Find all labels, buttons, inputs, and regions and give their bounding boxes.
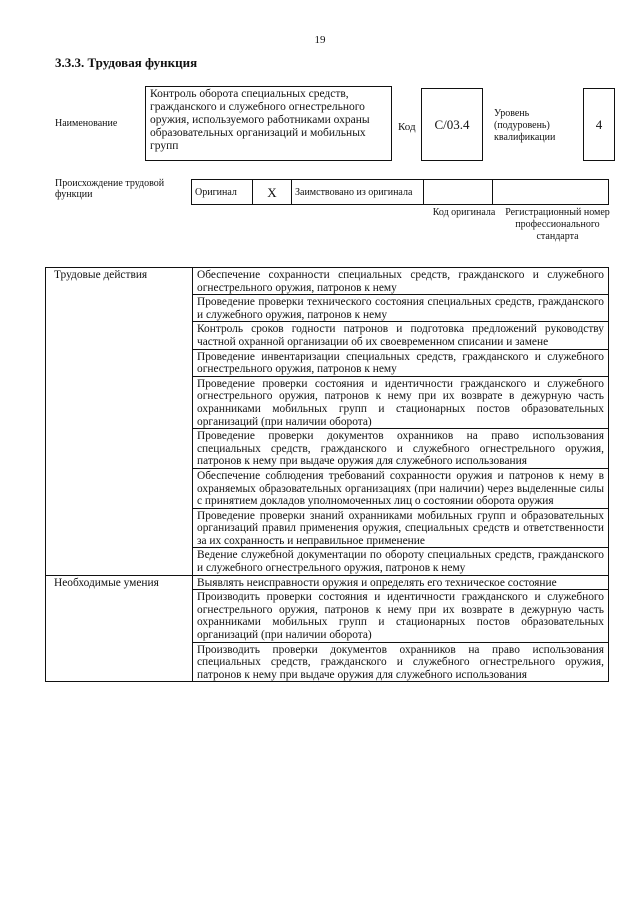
original-code-caption: Код оригинала [432,207,496,218]
function-name: Контроль оборота специальных средств, гражданского и служебного огнестрельного оружия, используемого работниками охраны образовательных организаций и мобильных групп [145,86,392,161]
reg-number-cell [493,180,609,205]
original-label: Оригинал [192,180,253,205]
item-cell: Проведение проверки документов охранников на право использования специальных средств, гражданского и служебного огнестрельного оружия, патронов к нему при выдаче оружия для служебного использования [193,429,609,469]
reg-number-caption: Регистрационный номер профессионального стандарта [505,207,610,242]
page-number: 19 [314,34,326,46]
origin-label: Происхождение трудовой функции [55,178,165,200]
item-cell: Контроль сроков годности патронов и подготовка предложений руководству частной охранной организации об их своевременном списании и замене [193,322,609,349]
code-value: C/03.4 [421,88,483,161]
table-row [46,575,609,590]
code-label: Код [398,121,416,133]
item-cell: Производить проверки документов охранников на право использования специальных средств, гражданского и служебного огнестрельного оружия, патронов к нему при выдаче оружия для служебного использования [193,642,609,682]
item-cell: Обеспечение соблюдения требований сохранности оружия и патронов к нему в охраняемых образовательных организациях (при наличии) через выделенные силы с принятием докладов уполномоченных лиц о состоянии оборота оружия [193,468,609,508]
section-title: 3.3.3. Трудовая функция [55,55,198,70]
function-details-table [45,267,609,682]
item-cell: Производить проверки состояния и идентичности гражданского и служебного огнестрельного оружия, патронов к нему при их возврате в дежурную часть охранниками мобильных групп и стационарных постов образовательных организаций (при наличии оборота) [193,590,609,642]
item-cell: Проведение проверки состояния и идентичности гражданского и служебного огнестрельного оружия, патронов к нему при их возврате в дежурную часть охранниками мобильных групп и стационарных постов образовательных организаций (при наличии оборота) [193,376,609,428]
original-mark: X [253,180,292,205]
level-label: Уровень (подуровень) квалификации [494,108,556,143]
item-cell: Проведение проверки знаний охранниками мобильных групп и образовательных организаций правил применения оружия, специальных средств и ответственности за их сохранность и неправильное применение [193,508,609,548]
item-cell: Ведение служебной документации по обороту специальных средств, гражданского и служебного огнестрельного оружия, патронов к нему [193,548,609,575]
origin-table [191,179,609,205]
table-row [46,268,609,295]
item-cell: Проведение инвентаризации специальных средств, гражданского и служебного огнестрельного оружия, патронов к нему [193,349,609,376]
level-value: 4 [583,88,615,161]
category-cell: Трудовые действия [46,268,193,576]
original-code-cell [424,180,493,205]
item-cell: Обеспечение сохранности специальных средств, гражданского и служебного огнестрельного оружия, патронов к нему [193,268,609,295]
borrowed-label: Заимствовано из оригинала [292,180,424,205]
name-label: Наименование [55,118,118,129]
item-cell: Проведение проверки технического состояния специальных средств, гражданского и служебного оружия, патронов к нему [193,295,609,322]
category-cell: Необходимые умения [46,575,193,682]
item-cell: Выявлять неисправности оружия и определять его техническое состояние [193,575,609,590]
